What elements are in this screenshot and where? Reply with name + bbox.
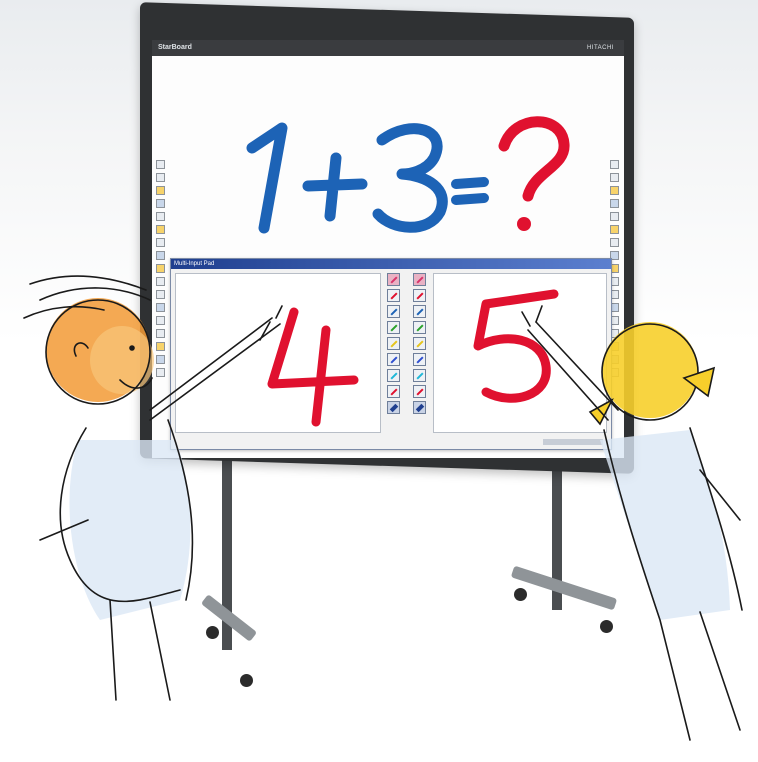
pen-red-button[interactable]	[387, 385, 400, 398]
question-mark-stroke	[504, 122, 564, 196]
tool-button[interactable]	[156, 199, 165, 208]
tool-button[interactable]	[156, 173, 165, 182]
plus-sign-stroke	[308, 158, 362, 216]
wheel	[600, 620, 613, 633]
pen-yellow-button[interactable]	[413, 337, 426, 350]
brand-label: HITACHI	[586, 45, 614, 51]
tool-button[interactable]	[156, 186, 165, 195]
pen-green-button[interactable]	[387, 321, 400, 334]
app-title: StarBoard	[158, 44, 192, 51]
boy-shirt	[69, 440, 190, 620]
pad-title: Multi-Input Pad	[171, 259, 611, 269]
pen-cyan-button[interactable]	[413, 369, 426, 382]
pen-red-button[interactable]	[413, 289, 426, 302]
pad-status-bar	[543, 439, 603, 445]
tool-button[interactable]	[156, 264, 165, 273]
tool-button[interactable]	[156, 160, 165, 169]
boy-head	[46, 298, 150, 402]
stand-foot-right	[511, 566, 617, 611]
right-writing-area[interactable]	[433, 273, 607, 433]
wheel	[206, 626, 219, 639]
wheel	[514, 588, 527, 601]
pen-green-button[interactable]	[413, 321, 426, 334]
pen-blue-button[interactable]	[387, 353, 400, 366]
digit-one-stroke	[252, 128, 282, 228]
right-answer-ink	[434, 274, 608, 434]
wheel	[240, 674, 253, 687]
left-toolbar	[156, 160, 166, 377]
digit-three-stroke	[378, 129, 442, 228]
pen-cyan-button[interactable]	[387, 369, 400, 382]
tool-button[interactable]	[156, 329, 165, 338]
pen-red-button[interactable]	[413, 385, 426, 398]
question-mark-dot	[517, 217, 531, 231]
tool-button[interactable]	[156, 277, 165, 286]
equals-sign-stroke	[456, 182, 484, 200]
tool-button[interactable]	[156, 238, 165, 247]
pen-pink-button[interactable]	[413, 273, 426, 286]
tool-button[interactable]	[156, 251, 165, 260]
split-input-pad[interactable]	[170, 258, 612, 450]
tool-button[interactable]	[156, 342, 165, 351]
tool-button[interactable]	[610, 199, 619, 208]
tool-button[interactable]	[610, 186, 619, 195]
tool-button[interactable]	[156, 316, 165, 325]
tool-button[interactable]	[156, 225, 165, 234]
undo-icon[interactable]	[387, 401, 400, 414]
left-answer-ink	[176, 274, 382, 434]
pen-blue-button[interactable]	[413, 305, 426, 318]
tool-button[interactable]	[156, 303, 165, 312]
tool-button[interactable]	[610, 225, 619, 234]
tool-button[interactable]	[610, 212, 619, 221]
left-pen-palette	[385, 273, 401, 414]
pen-blue-button[interactable]	[387, 305, 400, 318]
right-pen-palette	[411, 273, 427, 414]
left-writing-area[interactable]	[175, 273, 381, 433]
tool-button[interactable]	[156, 368, 165, 377]
tool-button[interactable]	[610, 173, 619, 182]
tool-button[interactable]	[156, 290, 165, 299]
pen-blue-button[interactable]	[413, 353, 426, 366]
tool-button[interactable]	[610, 160, 619, 169]
whiteboard-screen[interactable]	[152, 40, 624, 458]
pen-yellow-button[interactable]	[387, 337, 400, 350]
handwritten-equation	[212, 100, 572, 240]
tool-button[interactable]	[156, 212, 165, 221]
tool-button[interactable]	[610, 238, 619, 247]
undo-icon[interactable]	[413, 401, 426, 414]
tool-button[interactable]	[156, 355, 165, 364]
pen-pink-button[interactable]	[387, 273, 400, 286]
pen-red-button[interactable]	[387, 289, 400, 302]
app-titlebar	[152, 40, 624, 56]
